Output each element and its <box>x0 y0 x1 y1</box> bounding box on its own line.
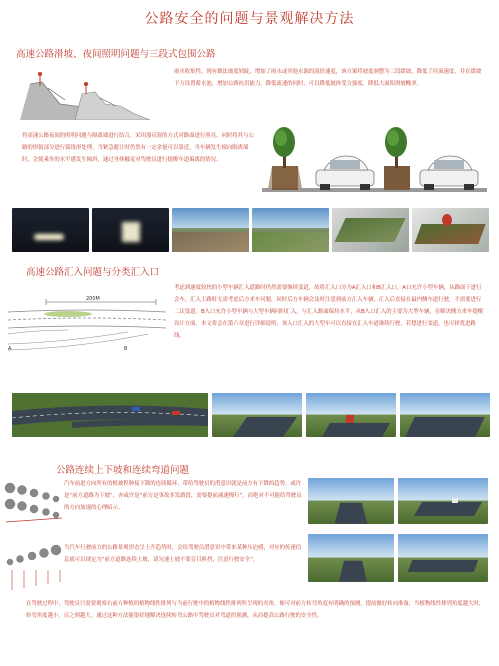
section1-heading: 高速公路滑坡、夜间照明问题与三段式包围公路 <box>16 49 216 60</box>
descending-trees-illustration <box>4 478 64 524</box>
section3-para1: 汽车前进方向所有的植被程种接下降的连续循环，带给驾驶员的潜意识就是前方有下降的趋势，或许是“前方道路为下坡”，亦或许是“前方是事故多发路段，需要提前减速慢行”，而绝对不可能给驾驶员的方向加速的心理暗示。 <box>64 481 302 511</box>
section2-para: 考虑到速度较快的小型车辆汇入道路时仍然需要继续变道，故将汇入口分为A汇入口和B汇入口，A口允许小型车辆，从路面下进行会车，汇入主路时无需考虑后方来车问题，同时后方车辆会及时注意到前方汇入车辆，汇入后直接在最内侧车道行驶，不需要进行二次变道。B入口允许小型车辆与大型车辆同时汇入，与汇入路面保持水平，从B入口汇入的主要为大型车辆，在解决侧方来车提醒设计方面，本文将会在第六章进行详细说明，该入口汇入的大型车可以直接在汇入车道继续行驶，若想进行变道，也可择优进路线。 <box>174 285 484 339</box>
day-render-3 <box>332 208 409 252</box>
day-render-2 <box>252 208 329 252</box>
page-title: 公路安全的问题与景观解决方法 <box>144 11 355 27</box>
distance-label: 200M <box>86 296 100 302</box>
section1-para2: 将高速公路夜间的照明问题与隔离墙进行结合，采用漫反射的方式对路面进行照亮，同时将其与公路的形貌部分进行弧线形处理，当紧急避让时仍然有一定余量可以靠近，当车辆发生撞向隔离墙时，会使乘坐的水平感发生倾斜，通过身体触觉对驾驶员进行提醒车道偏离的情况。 <box>22 133 254 163</box>
curve-render-2 <box>398 534 488 582</box>
entrance-b-label: B <box>124 346 128 352</box>
section1-para1: 雨水收集性，现有做法坡度较陡，增加了雨水或其他水源的流经速度，该方案将坡度调整为三段缓坡，降低了径流速度，并在缓坡下方设置蓄水池，增加公路抗洪能力，降低流速的同时，可以降低坡体受力强度，降低大面积滑坡概率。 <box>174 69 482 87</box>
entrance-a-label: A <box>8 346 12 352</box>
merge-render-1 <box>212 393 302 437</box>
merge-render-3 <box>400 393 490 437</box>
section2-heading: 高速公路汇入问题与分类汇入口 <box>26 267 160 278</box>
slope-render-1 <box>308 478 394 524</box>
night-render-1 <box>12 208 89 252</box>
section3-para2: 当汽车行驶前方的公路景观形态呈上升趋势时，会给驾驶员潜意识中带来某种压迫感，对应的传递信息就可以规定为“前方道路连续上坡，请匀速上坡不要盲目换挡，注意行驶安全”。 <box>64 545 302 563</box>
merge-aerial-render <box>12 393 208 437</box>
section3-para3: 在驾驶过程中，驾驶员只需要观察右前方种植的植物线性排列与当前行驶中的植物线性排列所呈现的夹角，便可对前方转弯角度有明确的预测，提前做好转向准备，当植物线性排列角度越大时，转弯角度越小，反之则越大。通过这种方法能很好地解决连续转弯公路中驾驶员对弯道的预测，从而提高公路行驶的安全性。 <box>26 601 485 619</box>
road-cross-section-illustration <box>262 126 487 202</box>
night-render-2 <box>92 208 169 252</box>
slope-render-2 <box>398 478 488 524</box>
ascending-trees-illustration <box>4 540 64 594</box>
curve-render-1 <box>308 534 394 582</box>
section3-heading: 公路连续上下坡和连续弯道问题 <box>56 465 190 476</box>
merge-diagram <box>8 290 166 356</box>
merge-render-2 <box>306 393 396 437</box>
slope-diagram <box>20 64 150 120</box>
day-render-4 <box>412 208 489 252</box>
day-render-1 <box>172 208 249 252</box>
